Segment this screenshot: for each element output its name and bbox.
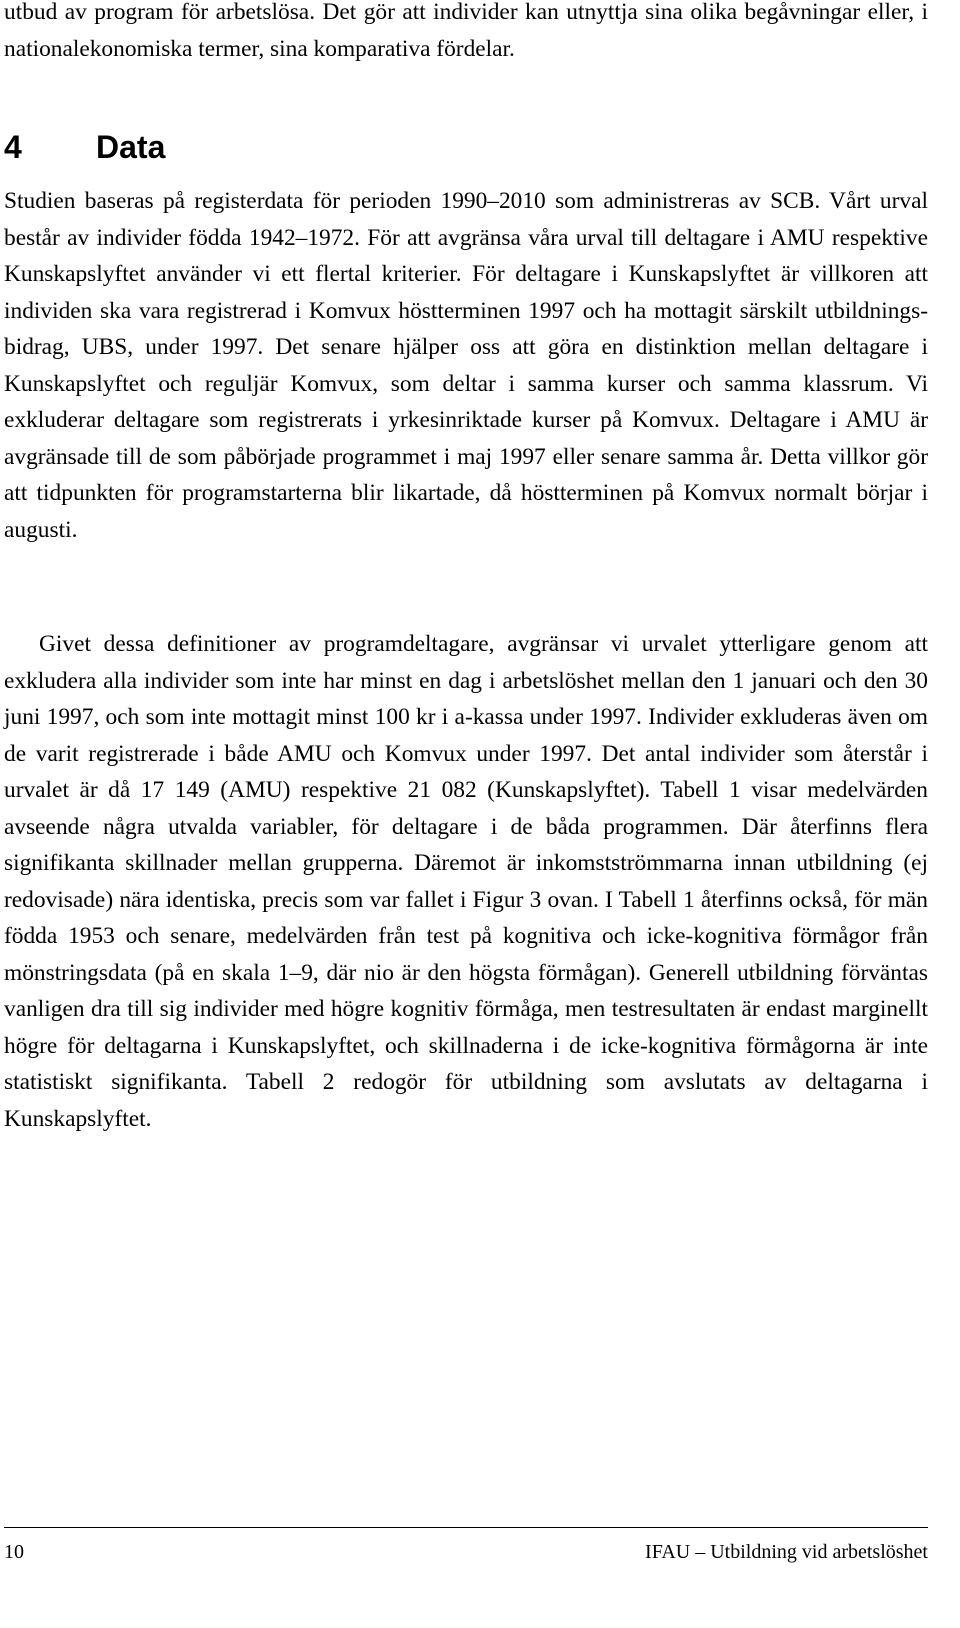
paragraph-intro-continuation: utbud av program för arbetslösa. Det gör att individer kan utnyttja sina olika begåvningar eller, i nationalekonomiska termer, sina komparativa fördelar. bbox=[4, 0, 928, 62]
paragraph-data-descriptives: Givet dessa definitioner av programdeltagare, avgränsar vi urvalet ytterligare genom att exkludera alla individer som inte har minst en dag i arbetslöshet mellan den 1 januari och den 30 juni 1997, och som inte mottagit minst 100 kr i a-kassa under 1997. Individer exkluderas även om de varit registrerade i både AMU och Komvux under 1997. Det antal individer som återstår i urvalet är då 17 149 (AMU) respektive 21 082 (Kunskapslyftet). Tabell 1 visar medelvärden avseende några utvalda variabler, för deltagare i de båda programmen. Där återfinns flera signifikanta skillnader mellan grupperna. Däremot är inkomstströmmarna innan utbildning (ej redovisade) nära identiska, precis som var fallet i Figur 3 ovan. I Tabell 1 återfinns också, för män födda 1953 och senare, medelvärden från test på kognitiva och icke-kognitiva förmågor från mönstringsdata (på en skala 1–9, där nio är den högsta förmågan). Generell utbildning förväntas vanligen dra till sig individer med högre kognitiv förmåga, men testresultaten är endast marginellt högre för deltagarna i Kunskapslyftet, och skillnaderna i de icke-kognitiva förmågorna är inte statistiskt signifikanta. Tabell 2 redogör för utbildning som avslutats av deltagarna i Kunskapslyftet. bbox=[4, 631, 928, 1132]
section-title: Data bbox=[96, 129, 166, 165]
section-heading bbox=[4, 127, 165, 167]
footer-rule bbox=[4, 1527, 928, 1528]
running-footer-title: IFAU – Utbildning vid arbetslöshet bbox=[645, 1541, 928, 1563]
paragraph-data-selection: Studien baseras på registerdata för perioden 1990–2010 som administreras av SCB. Vårt urval består av individer födda 1942–1972. För att avgränsa våra urval till deltagare i AMU respektive Kunskapslyftet använder vi ett flertal kriterier. För deltagare i Kunskapslyftet är villkoren att individen ska vara registrerad i Komvux höstterminen 1997 och ha mottagit särskilt utbildningsbidrag, UBS, under 1997. Det senare hjälper oss att göra en distinktion mellan deltagare i Kunskapslyftet och reguljär Komvux, som deltar i samma kurser och samma klassrum. Vi exkluderar deltagare som registrerats i yrkesinriktade kurser på Komvux. Deltagare i AMU är avgränsade till de som påbörjade programmet i maj 1997 eller senare samma år. Detta villkor gör att tidpunkten för programstarterna blir likartade, då höstterminen på Komvux normalt börjar i augusti. bbox=[4, 188, 928, 543]
section-number: 4 bbox=[4, 129, 22, 165]
page-number: 10 bbox=[4, 1541, 24, 1563]
